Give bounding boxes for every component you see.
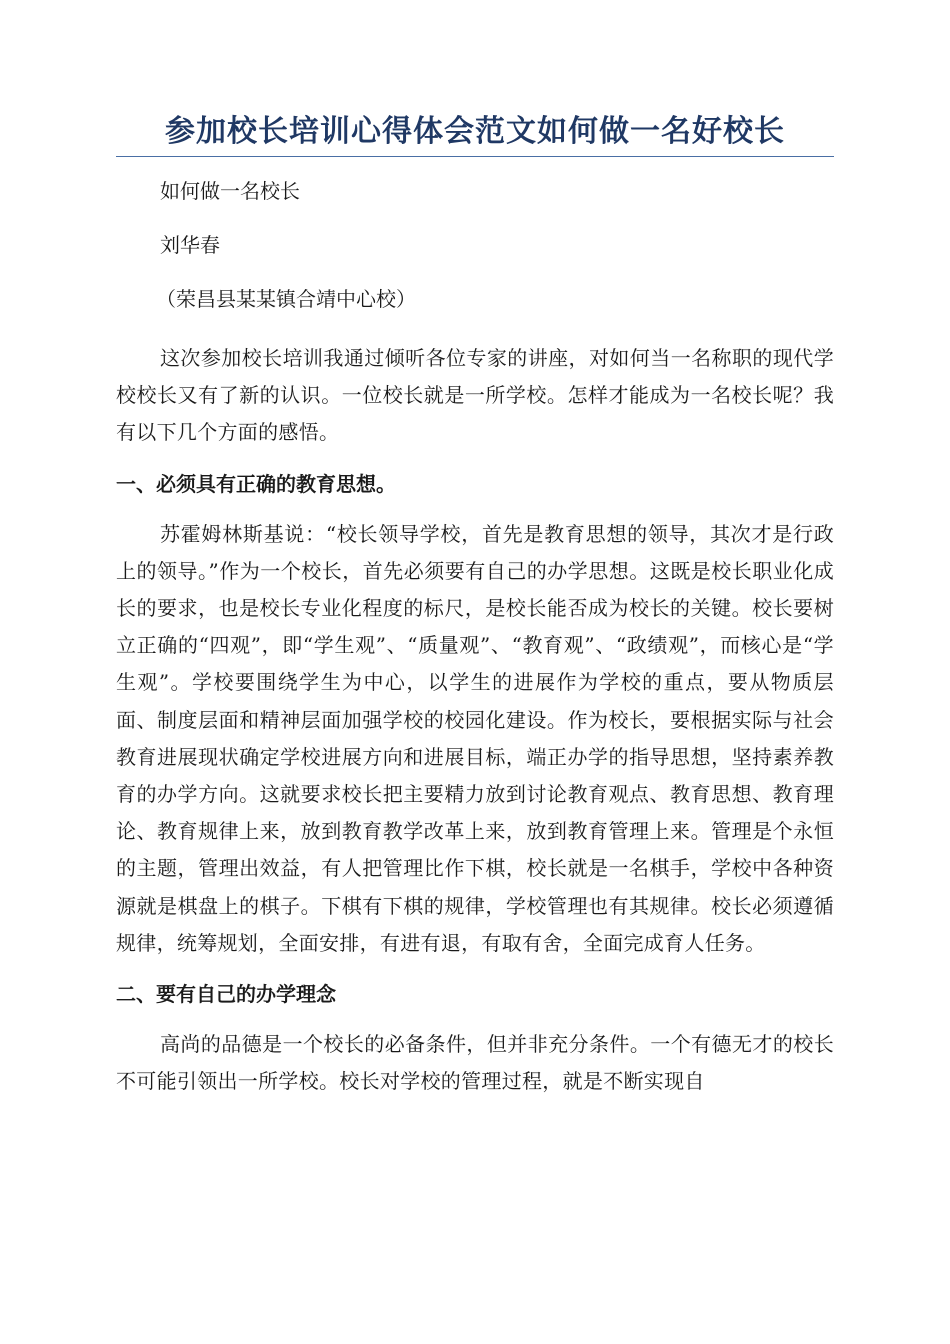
document-page (116, 0, 834, 1100)
document-subtitle: 如何做一名校长 (160, 179, 300, 203)
document-title: 参加校长培训心得体会范文如何做一名好校长 (116, 114, 834, 157)
school-name: （荣昌县某某镇合靖中心校） (156, 287, 416, 311)
section-heading-2: 二、要有自己的办学理念 (116, 982, 336, 1007)
author-name: 刘华春 (160, 233, 220, 257)
intro-paragraph: 这次参加校长培训我通过倾听各位专家的讲座，对如何当一名称职的现代学校校长又有了新的认识。一位校长就是一所学校。怎样才能成为一名校长呢？我有以下几个方面的感悟。 (116, 346, 834, 445)
section-body-1: 苏霍姆林斯基说：“校长领导学校，首先是教育思想的领导，其次才是行政上的领导。”作为一个校长，首先必须要有自己的办学思想。这既是校长职业化成长的要求，也是校长专业化程度的标尺，是校长能否成为校长的关键。校长要树立正确的“四观”，即“学生观”、“质量观”、“教育观”、“政绩观”，而核心是“学生观”。学校要围绕学生为中心，以学生的进展作为学校的重点，要从物质层面、制度层面和精神层面加强学校的校园化建设。作为校长，要根据实际与社会教育进展现状确定学校进展方向和进展目标，端正办学的指导思想，坚持素养教育的办学方向。这就要求校长把主要精力放到讨论教育观点、教育思想、教育理论、教育规律上来，放到教育教学改革上来，放到教育管理上来。管理是个永恒的主题，管理出效益，有人把管理比作下棋，校长就是一名棋手，学校中各种资源就是棋盘上的棋子。下棋有下棋的规律，学校管理也有其规律。校长必须遵循规律，统筹规划，全面安排，有进有退，有取有舍，全面完成育人任务。 (116, 521, 834, 955)
section-body-2: 高尚的品德是一个校长的必备条件，但并非充分条件。一个有德无才的校长不可能引领出一所学校。校长对学校的管理过程，就是不断实现自 (116, 1032, 834, 1094)
section-heading-1: 一、必须具有正确的教育思想。 (116, 471, 396, 496)
